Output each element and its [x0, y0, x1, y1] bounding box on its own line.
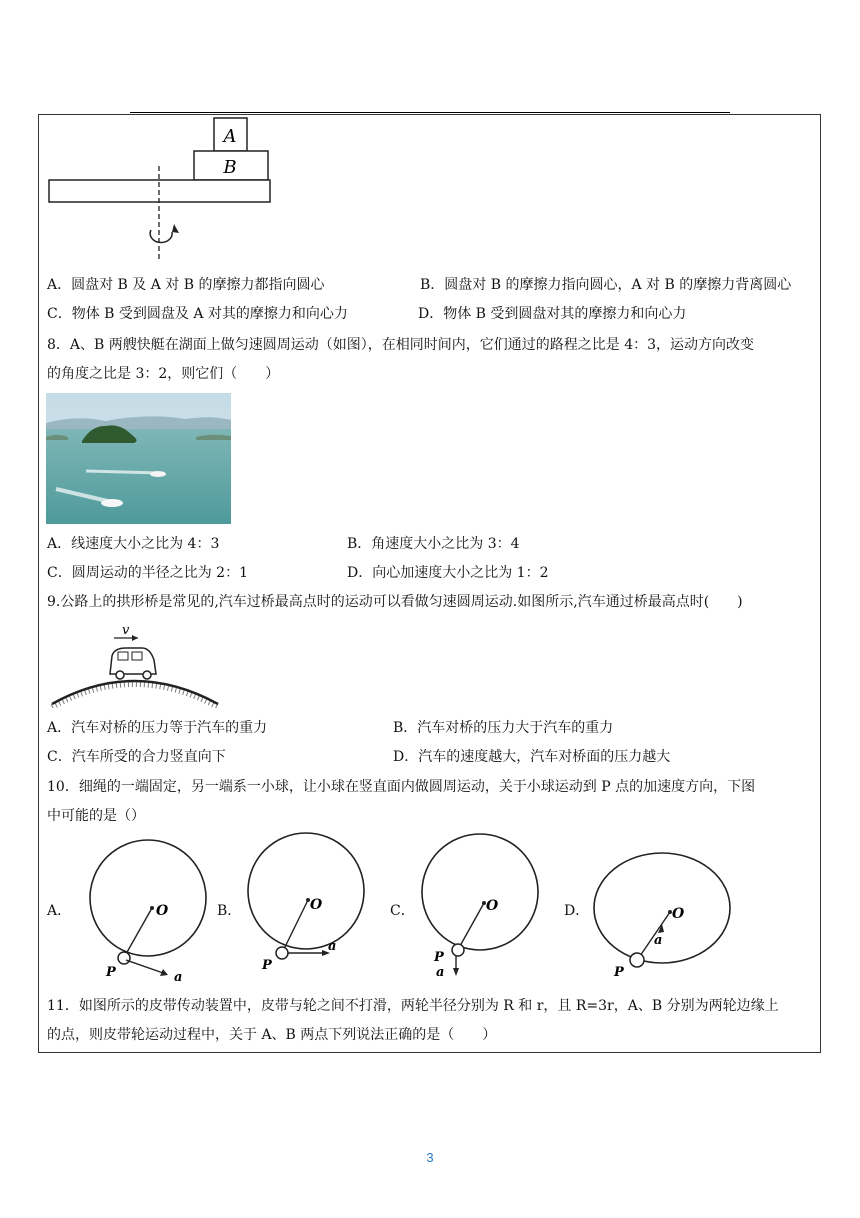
- svg-text:O: O: [486, 898, 499, 914]
- q8-option-a: A．线速度大小之比为 4：3: [47, 536, 220, 552]
- q10-label-c: C．: [390, 903, 415, 919]
- page-number: 3: [426, 1150, 434, 1165]
- svg-text:O: O: [672, 906, 685, 922]
- disc-blocks-diagram: [46, 116, 276, 261]
- q7-option-b: B．圆盘对 B 的摩擦力指向圆心，A 对 B 的摩擦力背离圆心: [420, 277, 792, 293]
- q10-label-a: A．: [47, 903, 72, 919]
- q11-stem-line2: 的点，则皮带轮运动过程中，关于 A、B 两点下列说法正确的是（ ）: [47, 1027, 497, 1043]
- q8-option-b: B．角速度大小之比为 3：4: [347, 536, 520, 552]
- circle-diagram-d: [592, 850, 737, 982]
- circle-diagram-a: [86, 838, 221, 983]
- svg-text:P: P: [262, 958, 272, 973]
- svg-text:a: a: [328, 939, 337, 954]
- q7-option-d: D．物体 B 受到圆盘对其的摩擦力和向心力: [418, 306, 687, 322]
- q10-label-b: B．: [217, 903, 242, 919]
- svg-text:O: O: [156, 903, 169, 919]
- q10-stem-line1: 10．细绳的一端固定，另一端系一小球，让小球在竖直面内做圆周运动，关于小球运动到 P 点的加速度方向，下图: [47, 779, 756, 795]
- accel-arrow-icon: [126, 960, 166, 974]
- q9-option-d: D．汽车的速度越大，汽车对桥面的压力越大: [393, 749, 671, 765]
- q7-option-a: A．圆盘对 B 及 A 对 B 的摩擦力都指向圆心: [47, 277, 325, 293]
- q10-stem-line2: 中可能的是（）: [47, 808, 145, 824]
- circle-diagram-c: [416, 830, 548, 980]
- svg-text:a: a: [654, 933, 663, 948]
- header-rule: [130, 112, 730, 113]
- svg-text:a: a: [436, 965, 445, 980]
- q9-option-c: C．汽车所受的合力竖直向下: [47, 749, 226, 765]
- block-b-label: B: [223, 157, 237, 178]
- circle-diagram-b: [244, 826, 374, 974]
- rotation-arrow-icon: [150, 230, 172, 242]
- q11-stem-line1: 11．如图所示的皮带传动装置中，皮带与轮之间不打滑，两轮半径分别为 R 和 r，且 R=3r，A、B 分别为两轮边缘上: [47, 998, 779, 1014]
- svg-text:P: P: [614, 965, 624, 980]
- svg-text:a: a: [174, 970, 183, 983]
- q8-stem-line1: 8．A、B 两艘快艇在湖面上做匀速圆周运动（如图），在相同时间内，它们通过的路程之比是 4：3，运动方向改变: [47, 337, 755, 353]
- q8-option-c: C．圆周运动的半径之比为 2：1: [47, 565, 248, 581]
- arch-bridge-diagram: [46, 620, 226, 708]
- q8-option-d: D．向心加速度大小之比为 1：2: [347, 565, 549, 581]
- velocity-label: v: [122, 623, 130, 638]
- q10-label-d: D．: [564, 903, 590, 919]
- block-a-label: A: [223, 126, 237, 147]
- svg-text:P: P: [106, 965, 116, 980]
- svg-text:P: P: [434, 950, 444, 965]
- q7-option-c: C．物体 B 受到圆盘及 A 对其的摩擦力和向心力: [47, 306, 348, 322]
- boat-b: [101, 499, 123, 507]
- q9-option-a: A．汽车对桥的压力等于汽车的重力: [47, 720, 268, 736]
- q9-stem: 9.公路上的拱形桥是常见的,汽车过桥最高点时的运动可以看做匀速圆周运动.如图所示,汽车通过桥最高点时( ): [47, 594, 743, 610]
- q8-stem-line2: 的角度之比是 3：2，则它们（ ）: [47, 366, 280, 382]
- speedboat-photo: [46, 393, 231, 524]
- q9-option-b: B．汽车对桥的压力大于汽车的重力: [393, 720, 614, 736]
- svg-text:O: O: [310, 897, 323, 913]
- boat-a: [150, 471, 166, 477]
